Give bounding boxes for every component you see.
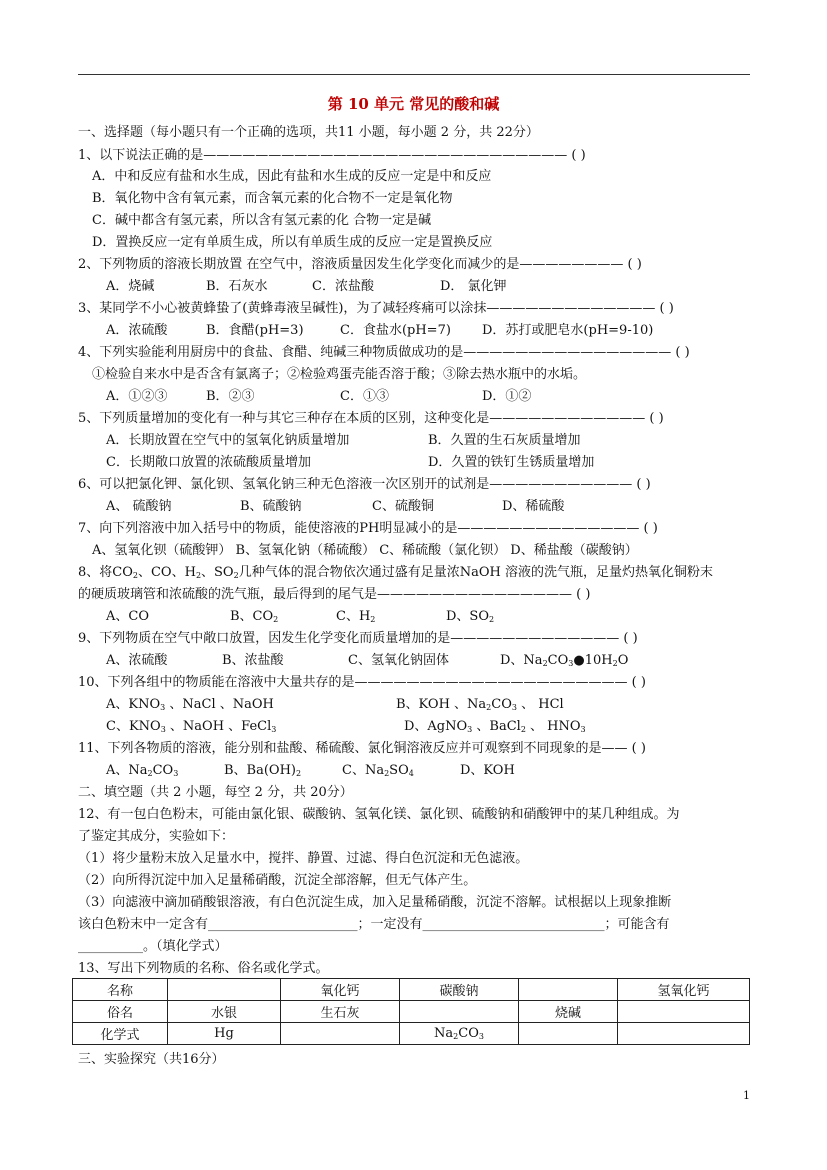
q6-option-c: C、硫酸铜 — [372, 499, 434, 514]
q6-option-d: D、稀硫酸 — [502, 499, 565, 514]
q1-option-d: D．置换反应一定有单质生成，所以有单质生成的反应一定是置换反应 — [92, 235, 493, 250]
q12-answer-line-2: __________。（填化学式） — [78, 939, 228, 954]
table-cell — [519, 1023, 618, 1045]
q2-option-a: A．烧碱 — [106, 279, 155, 294]
page-title: 第 10 单元 常见的酸和碱 — [327, 95, 500, 113]
q6-option-b: B、硫酸钠 — [240, 499, 302, 514]
q3-option-c: C．食盐水(pH=7) — [340, 323, 451, 338]
q4-option-d: D．①② — [482, 389, 532, 404]
section-1-heading: 一、选择题（每小题只有一个正确的选项，共11 小题，每小题 2 分，共 22分） — [78, 125, 539, 140]
q8-option-a: A、CO — [106, 609, 149, 624]
q9-stem: 9、下列物质在空气中敞口放置，因发生化学变化而质量增加的是————————————— ( ) — [78, 631, 638, 646]
q4-option-c: C．①③ — [340, 389, 389, 404]
q1-option-a: A．中和反应有盐和水生成，因此有盐和水生成的反应一定是中和反应 — [92, 169, 492, 184]
table-cell — [618, 1001, 750, 1023]
q4-stem: 4、下列实验能利用厨房中的食盐、食醋、纯碱三种物质做成功的是———————————————— ( ) — [78, 345, 690, 360]
q9-option-c: C、氢氧化钠固体 — [348, 653, 449, 668]
table-cell — [281, 1023, 400, 1045]
q2-option-c: C．浓盐酸 — [312, 279, 374, 294]
q3-stem: 3、某同学不小心被黄蜂蛰了(黄蜂毒液呈碱性)，为了减轻疼痛可以涂抹————————————— ( ) — [78, 301, 674, 316]
q7-options: A、氢氧化钡（硫酸钾） B、氢氧化钠（稀硫酸） C、稀硫酸（氯化钡） D、稀盐酸（碳酸钠） — [92, 543, 638, 558]
q9-option-a: A、浓硫酸 — [106, 653, 168, 668]
q5-stem: 5、下列质量增加的变化有一种与其它三种存在本质的区别，这种变化是———————————— ( ) — [78, 411, 664, 426]
table-cell: 氢氧化钙 — [618, 979, 750, 1001]
q8-stem-continued: 的硬质玻璃管和浓硫酸的洗气瓶，最后得到的尾气是——————————————— ( ) — [78, 587, 591, 602]
q12-line-2: 了鉴定其成分，实验如下： — [78, 829, 235, 844]
page-number: 1 — [743, 1089, 750, 1102]
q5-option-a: A．长期放置在空气中的氢氧化钠质量增加 — [106, 433, 350, 448]
table-cell: 化学式 — [73, 1023, 168, 1045]
q1-stem: 1、以下说法正确的是———————————————————————————— ( ) — [78, 148, 586, 163]
table-cell: 生石灰 — [281, 1001, 400, 1023]
q3-option-a: A．浓硫酸 — [106, 323, 168, 338]
table-cell — [519, 979, 618, 1001]
q6-option-a: A、 硫酸钠 — [106, 499, 172, 514]
table-cell: $Na_2CO_3$ — [400, 1023, 519, 1045]
q7-stem: 7、向下列溶液中加入括号中的物质，能使溶液的PH明显减小的是—————————————— ( ) — [78, 521, 658, 536]
q8-option-c: C、$H_2$ — [336, 609, 376, 624]
q9-option-d: D、$Na_2CO_3●10H_2O$ — [500, 653, 629, 668]
q12-step-2: （2）向所得沉淀中加入足量稀硝酸，沉淀全部溶解，但无气体产生。 — [78, 873, 477, 888]
q1-option-c: C．碱中都含有氢元素，所以含有氢元素的化 合物一定是碱 — [92, 213, 432, 228]
q5-option-d: D．久置的铁钉生锈质量增加 — [428, 455, 595, 470]
table-row — [73, 979, 750, 1001]
q4-context: ①检验自来水中是否含有氯离子；②检验鸡蛋壳能否溶于酸；③除去热水瓶中的水垢。 — [92, 367, 587, 382]
q11-stem: 11、下列各物质的溶液，能分别和盐酸、稀硫酸、氯化铜溶液反应并可观察到不同现象的是—— ( ) — [78, 741, 646, 756]
top-rule — [78, 74, 750, 75]
table-cell: Hg — [168, 1023, 281, 1045]
q6-stem: 6、可以把氯化钾、氯化钡、氢氧化钠三种无色溶液一次区别开的试剂是——————————— ( ) — [78, 477, 651, 492]
q11-option-d: D、KOH — [460, 763, 515, 778]
q10-option-b: B、KOH 、$Na_2CO_3$ 、 HCl — [396, 697, 564, 712]
table-cell: 碳酸钠 — [400, 979, 519, 1001]
q9-option-b: B、浓盐酸 — [222, 653, 284, 668]
q12-step-3: （3）向滤液中滴加硝酸银溶液，有白色沉淀生成，加入足量稀硝酸，沉淀不溶解。试根据以上现象推断 — [78, 895, 672, 910]
q8-option-b: B、$CO_2$ — [230, 609, 279, 624]
section-3-heading: 三、实验探究（共16分） — [78, 1052, 225, 1067]
q3-option-b: B．食醋(pH=3) — [206, 323, 304, 338]
table-cell: 俗名 — [73, 1001, 168, 1023]
section-2-heading: 二、填空题（共 2 小题，每空 2 分，共 20分） — [78, 785, 353, 800]
table-cell: 名称 — [73, 979, 168, 1001]
table-cell: 烧碱 — [519, 1001, 618, 1023]
q2-option-d: D． 氯化钾 — [440, 279, 507, 294]
q12-line-1: 12、有一包白色粉末，可能由氯化银、碳酸钠、氢氧化镁、氯化钡、硫酸钠和硝酸钾中的某几种组成。为 — [78, 807, 680, 822]
table-row — [73, 1001, 750, 1023]
q11-option-a: A、$Na_2CO_3$ — [106, 763, 179, 778]
q3-option-d: D．苏打或肥皂水(pH=9-10) — [482, 323, 654, 338]
q11-option-c: C、$Na_2SO_4$ — [342, 763, 414, 778]
table-row — [73, 1023, 750, 1045]
q10-option-a: A、$KNO_3$ 、NaCl 、NaOH — [106, 697, 274, 712]
q10-option-d: D、AgNO$_3$ 、BaCl$_2$ 、 $HNO_3$ — [404, 719, 586, 734]
q13-table — [72, 978, 750, 1045]
q2-stem: 2、下列物质的溶液长期放置 在空气中，溶液质量因发生化学变化而减少的是———————— ( ) — [78, 257, 642, 272]
table-cell — [168, 979, 281, 1001]
q10-option-c: C、$KNO_3$ 、NaOH 、FeCl$_3$ — [106, 719, 277, 734]
q8-option-d: D、$SO_2$ — [446, 609, 495, 624]
table-cell: 氧化钙 — [281, 979, 400, 1001]
q13-stem: 13、写出下列物质的名称、俗名或化学式。 — [78, 961, 329, 976]
q5-option-c: C．长期敞口放置的浓硫酸质量增加 — [106, 455, 311, 470]
q10-stem: 10、下列各组中的物质能在溶液中大量共存的是————————————————————— ( ) — [78, 675, 646, 690]
q2-option-b: B．石灰水 — [206, 279, 268, 294]
q8-stem: 8、将$CO_2$、CO、$H_2$、$SO_2$几种气体的混合物依次通过盛有足量浓NaOH 溶液的洗气瓶，足量灼热氧化铜粉末 — [78, 565, 713, 580]
q5-option-b: B．久置的生石灰质量增加 — [428, 433, 581, 448]
q4-option-b: B．②③ — [206, 389, 255, 404]
q12-answer-line: 该白色粉末中一定含有_______________________；一定没有____________________________；可能含有 — [78, 917, 670, 932]
q11-option-b: B、$Ba(OH)_2$ — [224, 763, 302, 778]
table-cell — [618, 1023, 750, 1045]
q12-step-1: （1）将少量粉末放入足量水中，搅拌、静置、过滤、得白色沉淀和无色滤液。 — [78, 851, 529, 866]
table-cell: 水银 — [168, 1001, 281, 1023]
q4-option-a: A．①②③ — [106, 389, 168, 404]
q1-option-b: B．氧化物中含有氧元素，而含氧元素的化合物不一定是氧化物 — [92, 191, 453, 206]
table-cell — [400, 1001, 519, 1023]
